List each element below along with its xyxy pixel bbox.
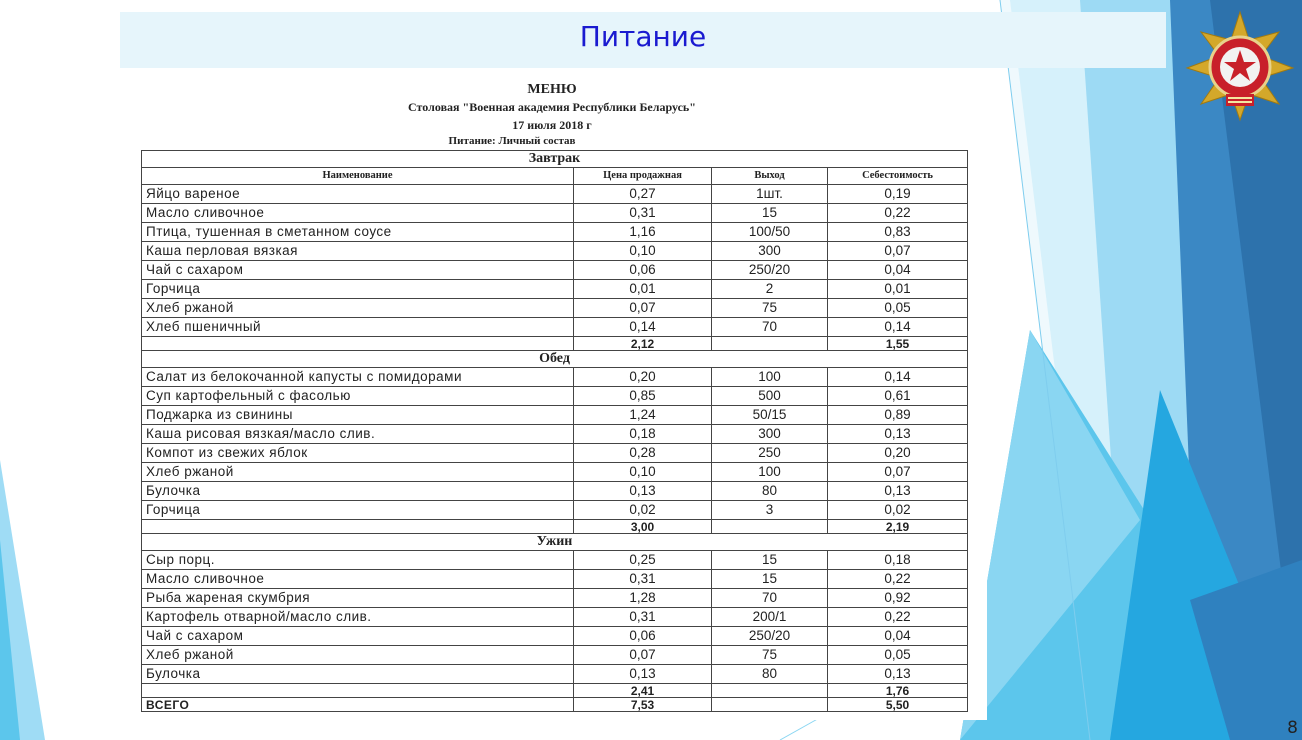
table-row <box>142 551 968 570</box>
dish-name: Салат из белокочанной капусты с помидорами <box>142 368 574 387</box>
page-number: 8 <box>1287 718 1298 738</box>
value-cell: 0,02 <box>574 501 712 520</box>
value-cell: 0,04 <box>828 261 968 280</box>
value-cell: 15 <box>712 204 828 223</box>
grand-total-cost: 5,50 <box>828 698 968 712</box>
value-cell: 0,13 <box>574 482 712 501</box>
subtotal-cost: 1,55 <box>828 337 968 351</box>
subtotal-price: 2,41 <box>574 684 712 698</box>
value-cell: 0,07 <box>574 646 712 665</box>
table-row <box>142 425 968 444</box>
menu-date: 17 июля 2018 г <box>512 118 592 132</box>
value-cell: 0,20 <box>828 444 968 463</box>
dish-name: Булочка <box>142 665 574 684</box>
table-row <box>142 406 968 425</box>
value-cell: 0,92 <box>828 589 968 608</box>
table-row <box>142 501 968 520</box>
table-row <box>142 185 968 204</box>
column-header: Себестоимость <box>828 168 968 185</box>
value-cell: 0,22 <box>828 570 968 589</box>
value-cell: 0,10 <box>574 242 712 261</box>
value-cell: 1шт. <box>712 185 828 204</box>
value-cell: 0,31 <box>574 204 712 223</box>
dish-name: Чай с сахаром <box>142 627 574 646</box>
value-cell: 0,02 <box>828 501 968 520</box>
dish-name: Каша перловая вязкая <box>142 242 574 261</box>
subtotal-row <box>142 337 968 351</box>
value-cell: 0,31 <box>574 608 712 627</box>
subtotal-cost: 1,76 <box>828 684 968 698</box>
value-cell: 200/1 <box>712 608 828 627</box>
value-cell: 3 <box>712 501 828 520</box>
value-cell: 0,31 <box>574 570 712 589</box>
grand-total-label: ВСЕГО <box>142 698 574 712</box>
value-cell: 0,25 <box>574 551 712 570</box>
dish-name: Хлеб ржаной <box>142 463 574 482</box>
nutrition-group: Питание: Личный состав <box>448 135 576 147</box>
value-cell: 0,14 <box>574 318 712 337</box>
dish-name: Яйцо вареное <box>142 185 574 204</box>
value-cell: 0,14 <box>828 368 968 387</box>
value-cell: 0,13 <box>574 665 712 684</box>
subtotal-yield <box>712 684 828 698</box>
value-cell: 100 <box>712 463 828 482</box>
value-cell: 250 <box>712 444 828 463</box>
subtotal-label <box>142 684 574 698</box>
value-cell: 250/20 <box>712 261 828 280</box>
subtotal-cost: 2,19 <box>828 520 968 534</box>
value-cell: 0,01 <box>828 280 968 299</box>
value-cell: 0,06 <box>574 627 712 646</box>
value-cell: 0,13 <box>828 425 968 444</box>
value-cell: 70 <box>712 589 828 608</box>
dish-name: Картофель отварной/масло слив. <box>142 608 574 627</box>
value-cell: 0,01 <box>574 280 712 299</box>
dish-name: Булочка <box>142 482 574 501</box>
table-row <box>142 463 968 482</box>
subtotal-price: 2,12 <box>574 337 712 351</box>
value-cell: 0,20 <box>574 368 712 387</box>
table-row <box>142 261 968 280</box>
section-title: Завтрак <box>142 151 968 168</box>
table-row <box>142 646 968 665</box>
grand-total-price: 7,53 <box>574 698 712 712</box>
column-header: Цена продажная <box>574 168 712 185</box>
value-cell: 0,14 <box>828 318 968 337</box>
value-cell: 1,28 <box>574 589 712 608</box>
table-row <box>142 387 968 406</box>
dish-name: Хлеб ржаной <box>142 646 574 665</box>
table-row <box>142 280 968 299</box>
dish-name: Чай с сахаром <box>142 261 574 280</box>
subtotal-price: 3,00 <box>574 520 712 534</box>
subtotal-label <box>142 520 574 534</box>
table-row <box>142 608 968 627</box>
subtotal-row <box>142 684 968 698</box>
value-cell: 15 <box>712 551 828 570</box>
section-row <box>142 534 968 551</box>
value-cell: 0,07 <box>828 463 968 482</box>
value-cell: 100/50 <box>712 223 828 242</box>
value-cell: 0,13 <box>828 482 968 501</box>
table-row <box>142 589 968 608</box>
table-row <box>142 665 968 684</box>
dish-name: Суп картофельный с фасолью <box>142 387 574 406</box>
dish-name: Масло сливочное <box>142 570 574 589</box>
subtotal-yield <box>712 337 828 351</box>
value-cell: 0,85 <box>574 387 712 406</box>
table-row <box>142 299 968 318</box>
value-cell: 0,05 <box>828 299 968 318</box>
value-cell: 0,07 <box>828 242 968 261</box>
dish-name: Рыба жареная скумбрия <box>142 589 574 608</box>
subtotal-row <box>142 520 968 534</box>
value-cell: 0,22 <box>828 608 968 627</box>
table-row <box>142 444 968 463</box>
value-cell: 250/20 <box>712 627 828 646</box>
table-row <box>142 318 968 337</box>
dish-name: Масло сливочное <box>142 204 574 223</box>
value-cell: 0,04 <box>828 627 968 646</box>
dish-name: Горчица <box>142 501 574 520</box>
document-heading: МЕНЮ <box>527 82 577 97</box>
table-row <box>142 570 968 589</box>
slide-title: Питание <box>579 20 707 53</box>
table-row <box>142 482 968 501</box>
dish-name: Горчица <box>142 280 574 299</box>
dish-name: Хлеб ржаной <box>142 299 574 318</box>
value-cell: 0,19 <box>828 185 968 204</box>
value-cell: 0,18 <box>574 425 712 444</box>
value-cell: 0,18 <box>828 551 968 570</box>
dish-name: Птица, тушенная в сметанном соусе <box>142 223 574 242</box>
table-header-row <box>142 168 968 185</box>
subtotal-yield <box>712 520 828 534</box>
value-cell: 0,10 <box>574 463 712 482</box>
value-cell: 0,83 <box>828 223 968 242</box>
value-cell: 50/15 <box>712 406 828 425</box>
dish-name: Сыр порц. <box>142 551 574 570</box>
section-row <box>142 351 968 368</box>
column-header: Выход <box>712 168 828 185</box>
table-row <box>142 242 968 261</box>
dish-name: Хлеб пшеничный <box>142 318 574 337</box>
canteen-name: Столовая "Военная академия Республики Беларусь" <box>408 100 696 114</box>
value-cell: 0,05 <box>828 646 968 665</box>
value-cell: 0,89 <box>828 406 968 425</box>
value-cell: 0,28 <box>574 444 712 463</box>
value-cell: 1,16 <box>574 223 712 242</box>
value-cell: 300 <box>712 242 828 261</box>
value-cell: 0,13 <box>828 665 968 684</box>
value-cell: 15 <box>712 570 828 589</box>
value-cell: 75 <box>712 646 828 665</box>
dish-name: Компот из свежих яблок <box>142 444 574 463</box>
value-cell: 100 <box>712 368 828 387</box>
military-academy-emblem-icon <box>1183 10 1298 122</box>
value-cell: 0,06 <box>574 261 712 280</box>
value-cell: 0,07 <box>574 299 712 318</box>
value-cell: 75 <box>712 299 828 318</box>
table-row <box>142 204 968 223</box>
value-cell: 0,61 <box>828 387 968 406</box>
dish-name: Поджарка из свинины <box>142 406 574 425</box>
dish-name: Каша рисовая вязкая/масло слив. <box>142 425 574 444</box>
grand-total-row <box>142 698 968 712</box>
value-cell: 0,22 <box>828 204 968 223</box>
grand-total-yield <box>712 698 828 712</box>
value-cell: 80 <box>712 665 828 684</box>
value-cell: 0,27 <box>574 185 712 204</box>
menu-table <box>141 150 968 712</box>
section-row <box>142 151 968 168</box>
column-header: Наименование <box>142 168 574 185</box>
value-cell: 300 <box>712 425 828 444</box>
section-title: Обед <box>142 351 968 368</box>
menu-document <box>137 78 987 720</box>
subtotal-label <box>142 337 574 351</box>
value-cell: 1,24 <box>574 406 712 425</box>
section-title: Ужин <box>142 534 968 551</box>
table-row <box>142 223 968 242</box>
table-row <box>142 368 968 387</box>
value-cell: 80 <box>712 482 828 501</box>
value-cell: 2 <box>712 280 828 299</box>
value-cell: 500 <box>712 387 828 406</box>
table-row <box>142 627 968 646</box>
value-cell: 70 <box>712 318 828 337</box>
